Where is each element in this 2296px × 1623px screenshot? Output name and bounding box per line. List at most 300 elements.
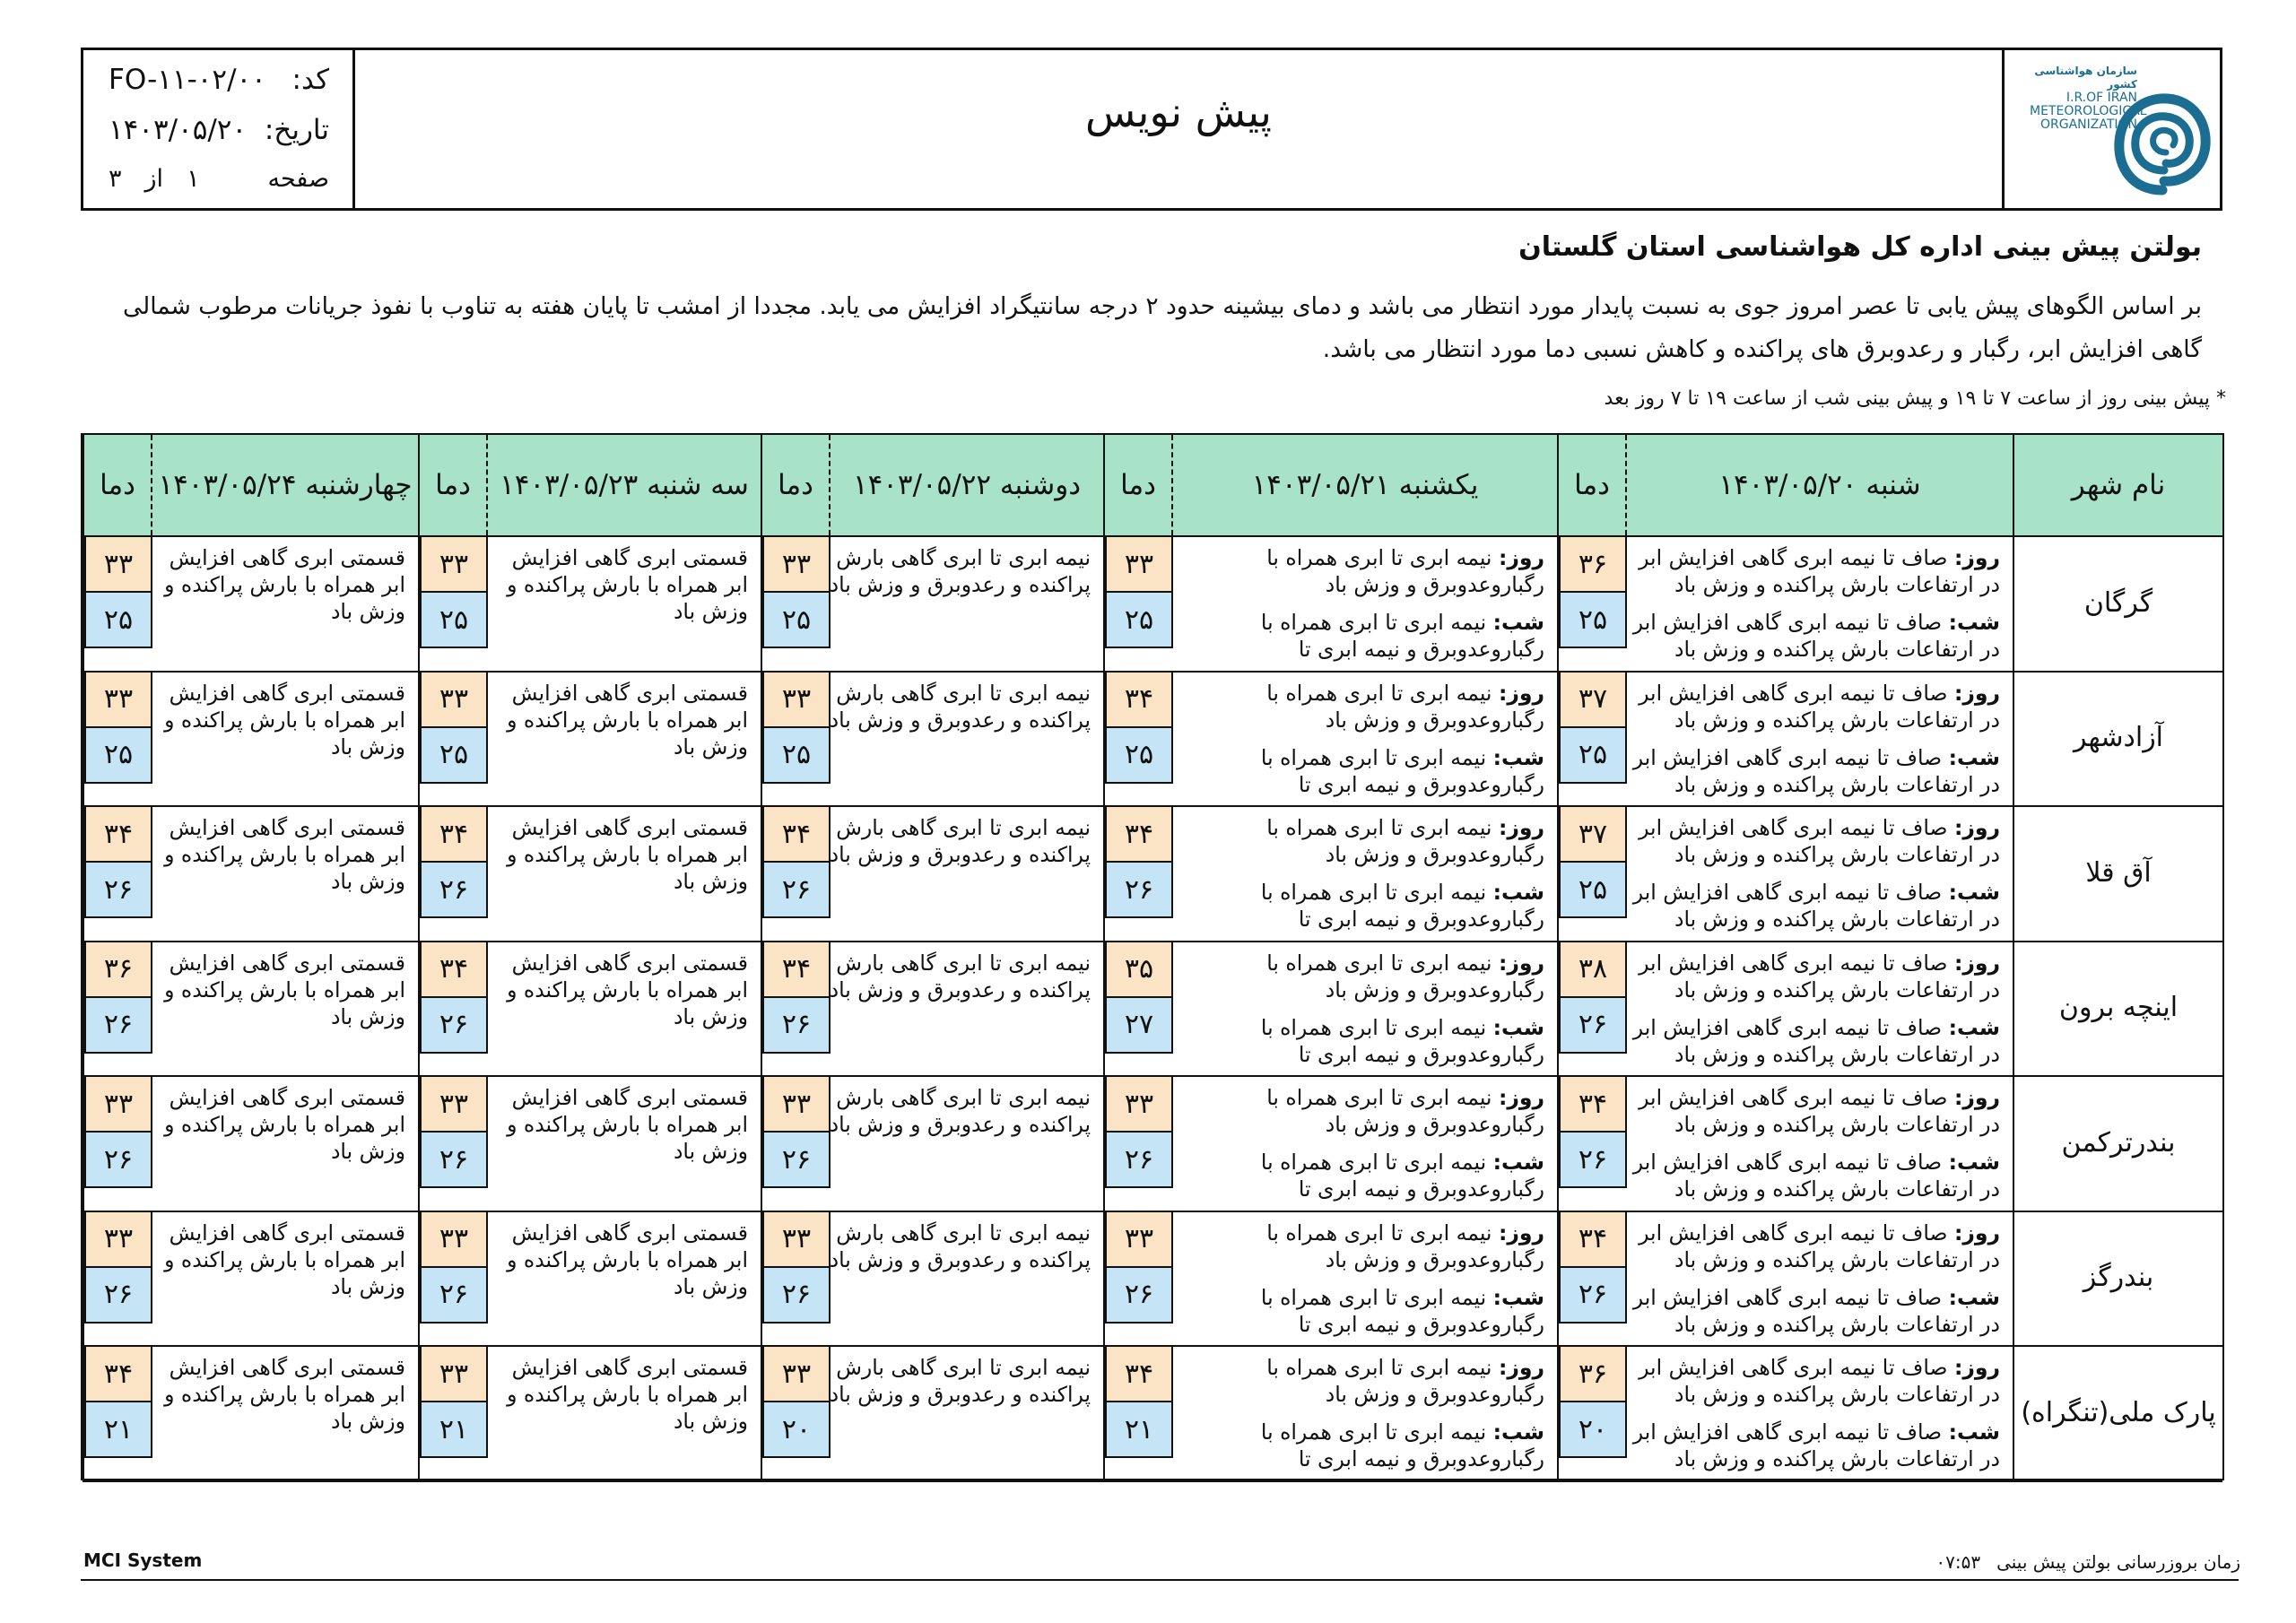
temp-min: ۲۱: [86, 1402, 151, 1456]
table-row: [83, 941, 2222, 1078]
forecast-text: قسمتی ابری گاهی افزایش ابر همراه با بارش پراکنده و وزش باد: [164, 1219, 405, 1299]
forecast-cell: [151, 1345, 418, 1480]
forecast-day-text: [1171, 544, 1544, 598]
header-temp-5: دما: [83, 435, 151, 535]
temp-cell: [761, 1075, 829, 1211]
temp-max: ۳۴: [86, 1347, 151, 1402]
day-label: روز:: [1498, 1355, 1544, 1380]
temp-max: ۳۳: [86, 537, 151, 593]
day-text: صاف تا نیمه ابری گاهی افزایش ابر در ارتفاعات بارش پراکنده و وزش باد: [1639, 950, 2000, 1002]
temp-cell: [418, 535, 486, 671]
temp-max: ۳۸: [1561, 942, 1625, 998]
city-name: آق قلا: [2013, 805, 2222, 941]
forecast-cell: [151, 941, 418, 1076]
temp-box: [84, 1075, 152, 1188]
temp-cell: [1557, 535, 1625, 671]
forecast-text: قسمتی ابری گاهی افزایش ابر همراه با بارش پراکنده و وزش باد: [164, 680, 405, 759]
city-name: اینچه برون: [2013, 941, 2222, 1076]
forecast-night-text: [1625, 609, 2000, 663]
temp-max: ۳۳: [1107, 1077, 1171, 1133]
forecast-cell: [151, 1075, 418, 1211]
forecast-cell: [1625, 1211, 2013, 1346]
night-label: شب:: [1492, 1150, 1544, 1175]
night-text: صاف تا نیمه ابری گاهی افزایش ابر در ارتفاعات بارش پراکنده و وزش باد: [1632, 1014, 2000, 1067]
temp-box: [1105, 1345, 1173, 1458]
logo-line-1: I.R.OF IRAN: [2066, 91, 2137, 105]
night-text: نیمه ابری تا ابری همراه با رگباروعدوبرق و نیمه ابری تا: [1260, 1284, 1544, 1337]
day-label: روز:: [1498, 950, 1544, 976]
forecast-day-text: [1171, 1219, 1544, 1273]
forecast-cell: [1625, 1345, 2013, 1480]
forecast-text: نیمه ابری تا ابری گاهی بارش پراکنده و رعدوبرق و وزش باد: [829, 950, 1091, 1002]
day-label: روز:: [1498, 680, 1544, 706]
temp-min: ۲۱: [1107, 1402, 1171, 1456]
day-text: نیمه ابری تا ابری همراه با رگباروعدوبرق و وزش باد: [1266, 950, 1544, 1002]
forecast-night-text: [1625, 1284, 2000, 1338]
logo: [2002, 50, 2220, 208]
temp-cell: [1557, 1075, 1625, 1211]
forecast-night-text: [1625, 1419, 2000, 1472]
temp-cell: [1103, 1345, 1171, 1480]
bulletin-title: بولتن پیش بینی اداره کل هواشناسی استان گلستان: [1518, 231, 2202, 263]
temp-max: ۳۳: [764, 673, 829, 728]
day-text: نیمه ابری تا ابری همراه با رگباروعدوبرق و وزش باد: [1266, 815, 1544, 867]
forecast-text: نیمه ابری تا ابری گاهی بارش پراکنده و رعدوبرق و وزش باد: [829, 815, 1091, 867]
forecast-cell: [1625, 1075, 2013, 1211]
table-header: [83, 435, 2222, 537]
temp-box: [1559, 805, 1627, 918]
night-text: صاف تا نیمه ابری گاهی افزایش ابر در ارتفاعات بارش پراکنده و وزش باد: [1632, 610, 2000, 662]
temp-box: [420, 535, 488, 648]
page-row: [109, 158, 329, 199]
temp-min: ۲۶: [1561, 998, 1625, 1052]
temp-cell: [83, 535, 151, 671]
temp-min: ۲۶: [86, 863, 151, 916]
forecast-text: قسمتی ابری گاهی افزایش ابر همراه با بارش پراکنده و وزش باد: [507, 1085, 748, 1164]
temp-box: [84, 671, 152, 784]
temp-box: [84, 1211, 152, 1324]
temp-max: ۳۳: [764, 1347, 829, 1402]
night-label: شب:: [1948, 1284, 2000, 1310]
forecast-night-text: [1171, 1149, 1544, 1202]
forecast-day-text: [1171, 1084, 1544, 1138]
temp-min: ۲۶: [422, 998, 486, 1052]
temp-min: ۲۵: [764, 593, 829, 647]
header-temp-1: دما: [1557, 435, 1625, 535]
forecast-cell: [829, 671, 1103, 806]
footer-divider: [81, 1579, 2239, 1581]
temp-min: ۲۶: [764, 998, 829, 1052]
forecast-night-text: [1171, 609, 1544, 663]
temp-cell: [761, 535, 829, 671]
temp-cell: [1557, 941, 1625, 1076]
temp-min: ۲۶: [1107, 863, 1171, 916]
temp-max: ۳۳: [422, 1347, 486, 1402]
temp-max: ۳۶: [86, 942, 151, 998]
forecast-day-text: [1625, 544, 2000, 598]
forecast-text: قسمتی ابری گاهی افزایش ابر همراه با بارش پراکنده و وزش باد: [507, 1355, 748, 1434]
temp-max: ۳۴: [1561, 1212, 1625, 1268]
temp-box: [420, 1211, 488, 1324]
forecast-text: قسمتی ابری گاهی افزایش ابر همراه با بارش پراکنده و وزش باد: [164, 950, 405, 1029]
temp-min: ۲۷: [1107, 998, 1171, 1052]
forecast-night-text: [1625, 1014, 2000, 1068]
temp-max: ۳۳: [764, 1077, 829, 1133]
temp-min: ۲۶: [422, 1268, 486, 1322]
night-text: نیمه ابری تا ابری همراه با رگباروعدوبرق و نیمه ابری تا: [1260, 610, 1544, 662]
day-label: روز:: [1953, 1355, 2000, 1380]
forecast-text: نیمه ابری تا ابری گاهی بارش پراکنده و رعدوبرق و وزش باد: [829, 1219, 1091, 1272]
forecast-cell: [829, 535, 1103, 671]
header-day-4: سه شنبه ۱۴۰۳/۰۵/۲۳: [486, 435, 761, 535]
temp-min: ۲۶: [1107, 1133, 1171, 1186]
header-day-1: شنبه ۱۴۰۳/۰۵/۲۰: [1625, 435, 2013, 535]
temp-max: ۳۳: [86, 673, 151, 728]
temp-box: [762, 1211, 831, 1324]
temp-cell: [1557, 1345, 1625, 1480]
temp-cell: [761, 1211, 829, 1346]
page-of-word: از: [144, 164, 164, 193]
forecast-text: قسمتی ابری گاهی افزایش ابر همراه با بارش پراکنده و وزش باد: [164, 1085, 405, 1164]
night-label: شب:: [1948, 1014, 2000, 1040]
day-label: روز:: [1953, 1219, 2000, 1245]
logo-spiral-icon: [2112, 86, 2213, 199]
temp-cell: [83, 1211, 151, 1346]
table-row: [83, 1211, 2222, 1348]
document-header: [81, 48, 2222, 211]
night-label: شب:: [1948, 880, 2000, 905]
forecast-night-text: [1625, 1149, 2000, 1202]
forecast-night-text: [1171, 1284, 1544, 1338]
forecast-cell: [1625, 941, 2013, 1076]
temp-min: ۲۵: [422, 728, 486, 782]
temp-min: ۲۶: [764, 863, 829, 916]
page-label: صفحه: [267, 164, 329, 193]
temp-cell: [83, 671, 151, 806]
temp-cell: [418, 1075, 486, 1211]
night-text: صاف تا نیمه ابری گاهی افزایش ابر در ارتفاعات بارش پراکنده و وزش باد: [1632, 880, 2000, 932]
day-text: نیمه ابری تا ابری همراه با رگباروعدوبرق و وزش باد: [1266, 1085, 1544, 1137]
temp-max: ۳۶: [1561, 1347, 1625, 1402]
page-indicator: [109, 165, 200, 193]
forecast-text: قسمتی ابری گاهی افزایش ابر همراه با بارش پراکنده و وزش باد: [507, 950, 748, 1029]
day-text: نیمه ابری تا ابری همراه با رگباروعدوبرق و وزش باد: [1266, 1219, 1544, 1272]
temp-cell: [1103, 535, 1171, 671]
table-row: [83, 805, 2222, 942]
header-temp-3: دما: [761, 435, 829, 535]
temp-max: ۳۴: [422, 807, 486, 863]
night-label: شب:: [1948, 744, 2000, 770]
day-text: صاف تا نیمه ابری گاهی افزایش ابر در ارتفاعات بارش پراکنده و وزش باد: [1639, 545, 2000, 597]
code-value: FO-۱۱-۰۲/۰۰: [109, 64, 266, 96]
temp-max: ۳۳: [86, 1077, 151, 1133]
temp-max: ۳۷: [1561, 807, 1625, 863]
temp-max: ۳۳: [86, 1212, 151, 1268]
day-text: صاف تا نیمه ابری گاهی افزایش ابر در ارتفاعات بارش پراکنده و وزش باد: [1639, 680, 2000, 733]
header-day-2: یکشنبه ۱۴۰۳/۰۵/۲۱: [1171, 435, 1557, 535]
night-text: نیمه ابری تا ابری همراه با رگباروعدوبرق و نیمه ابری تا: [1260, 744, 1544, 797]
table-row: [83, 671, 2222, 808]
temp-cell: [1103, 805, 1171, 941]
forecast-night-text: [1625, 879, 2000, 933]
temp-min: ۲۰: [764, 1402, 829, 1456]
forecast-cell: [486, 805, 761, 941]
temp-max: ۳۳: [764, 1212, 829, 1268]
night-text: نیمه ابری تا ابری همراه با رگباروعدوبرق و نیمه ابری تا: [1260, 1419, 1544, 1471]
day-label: روز:: [1953, 815, 2000, 840]
temp-box: [762, 805, 831, 918]
temp-max: ۳۳: [422, 673, 486, 728]
night-text: صاف تا نیمه ابری گاهی افزایش ابر در ارتفاعات بارش پراکنده و وزش باد: [1632, 1150, 2000, 1202]
table-row: [83, 1345, 2222, 1482]
date-value: ۱۴۰۳/۰۵/۲۰: [109, 114, 248, 146]
temp-box: [1559, 671, 1627, 784]
forecast-night-text: [1171, 879, 1544, 933]
temp-box: [1105, 535, 1173, 648]
day-label: روز:: [1498, 1085, 1544, 1110]
header-day-3: دوشنبه ۱۴۰۳/۰۵/۲۲: [829, 435, 1103, 535]
bulletin-body: بر اساس الگوهای پیش یابی تا عصر امروز جوی به نسبت پایدار مورد انتظار می باشد و دمای بیشینه حدود ۲ درجه سانتیگراد افزایش می یابد. مجددا از امشب تا پایان هفته به تناوب با نفوذ جریانات مرطوب شمالی گاهی افزایش ابر، رگبار و رعدوبرق های پراکنده و کاهش نسبی دما مورد انتظار می باشد.: [123, 292, 2202, 363]
temp-box: [420, 671, 488, 784]
forecast-night-text: [1171, 1014, 1544, 1068]
page-current: ۱: [187, 164, 200, 193]
temp-max: ۳۴: [1107, 673, 1171, 728]
temp-box: [1105, 805, 1173, 918]
temp-min: ۲۵: [1107, 593, 1171, 647]
forecast-cell: [1171, 941, 1557, 1076]
temp-cell: [418, 941, 486, 1076]
temp-max: ۳۷: [1561, 673, 1625, 728]
temp-min: ۲۵: [1107, 728, 1171, 782]
temp-box: [1105, 671, 1173, 784]
forecast-day-text: [1171, 680, 1544, 733]
forecast-cell: [486, 941, 761, 1076]
day-text: صاف تا نیمه ابری گاهی افزایش ابر در ارتفاعات بارش پراکنده و وزش باد: [1639, 1355, 2000, 1407]
temp-cell: [1103, 1075, 1171, 1211]
temp-cell: [1557, 1211, 1625, 1346]
night-text: نیمه ابری تا ابری همراه با رگباروعدوبرق و نیمه ابری تا: [1260, 1014, 1544, 1067]
night-text: نیمه ابری تا ابری همراه با رگباروعدوبرق و نیمه ابری تا: [1260, 880, 1544, 932]
night-label: شب:: [1492, 1014, 1544, 1040]
temp-max: ۳۵: [1107, 942, 1171, 998]
temp-min: ۲۵: [1561, 863, 1625, 916]
forecast-day-text: [1625, 1354, 2000, 1408]
day-label: روز:: [1498, 815, 1544, 840]
temp-min: ۲۶: [1561, 1133, 1625, 1186]
temp-cell: [761, 805, 829, 941]
temp-min: ۲۶: [86, 1268, 151, 1322]
night-label: شب:: [1948, 1419, 2000, 1445]
forecast-day-text: [1625, 1219, 2000, 1273]
temp-box: [84, 535, 152, 648]
temp-cell: [761, 671, 829, 806]
night-text: صاف تا نیمه ابری گاهی افزایش ابر در ارتفاعات بارش پراکنده و وزش باد: [1632, 744, 2000, 797]
header-day-5: چهارشنبه ۱۴۰۳/۰۵/۲۴: [151, 435, 418, 535]
temp-max: ۳۳: [764, 537, 829, 593]
day-label: روز:: [1953, 1085, 2000, 1110]
temp-max: ۳۴: [764, 807, 829, 863]
forecast-cell: [1171, 805, 1557, 941]
logo-fa-name: سازمان هواشناسی کشور: [2034, 65, 2137, 91]
forecast-day-text: [1171, 1354, 1544, 1408]
logo-line-3: ORGANIZATION: [2039, 117, 2137, 132]
temp-max: ۳۴: [1107, 1347, 1171, 1402]
temp-min: ۲۶: [1107, 1268, 1171, 1322]
temp-cell: [1557, 671, 1625, 806]
temp-max: ۳۳: [422, 537, 486, 593]
logo-line-2: METEOROLOGICAL: [2030, 104, 2147, 118]
date-row: [109, 109, 329, 151]
temp-cell: [761, 941, 829, 1076]
forecast-day-text: [1625, 950, 2000, 1003]
header-temp-4: دما: [418, 435, 486, 535]
date-label: تاریخ:: [264, 114, 329, 146]
forecast-cell: [486, 1211, 761, 1346]
night-label: شب:: [1948, 1150, 2000, 1175]
temp-box: [762, 1345, 831, 1458]
forecast-cell: [151, 805, 418, 941]
temp-box: [1559, 941, 1627, 1054]
forecast-cell: [486, 671, 761, 806]
temp-box: [1105, 941, 1173, 1054]
temp-cell: [83, 1345, 151, 1480]
temp-box: [420, 1345, 488, 1458]
forecast-night-text: [1171, 744, 1544, 798]
temp-min: ۲۵: [1561, 728, 1625, 782]
temp-box: [84, 941, 152, 1054]
header-city: نام شهر: [2013, 435, 2222, 535]
city-name: پارک ملی(تنگراه): [2013, 1345, 2222, 1480]
table-row: [83, 535, 2222, 673]
footer-system: MCI System: [83, 1549, 203, 1571]
temp-box: [762, 671, 831, 784]
forecast-text: نیمه ابری تا ابری گاهی بارش پراکنده و رعدوبرق و وزش باد: [829, 545, 1091, 597]
temp-box: [1105, 1211, 1173, 1324]
night-text: نیمه ابری تا ابری همراه با رگباروعدوبرق و نیمه ابری تا: [1260, 1150, 1544, 1202]
city-name: آزادشهر: [2013, 671, 2222, 806]
temp-cell: [1557, 805, 1625, 941]
temp-min: ۲۶: [422, 863, 486, 916]
page-title: پیش نویس: [1085, 88, 1272, 136]
forecast-cell: [1171, 671, 1557, 806]
day-label: روز:: [1498, 1219, 1544, 1245]
forecast-night-text: [1625, 744, 2000, 798]
temp-box: [1559, 1211, 1627, 1324]
temp-box: [1105, 1075, 1173, 1188]
temp-box: [84, 1345, 152, 1458]
temp-box: [762, 1075, 831, 1188]
night-label: شب:: [1492, 1284, 1544, 1310]
night-text: صاف تا نیمه ابری گاهی افزایش ابر در ارتفاعات بارش پراکنده و وزش باد: [1632, 1284, 2000, 1337]
forecast-day-text: [1625, 814, 2000, 868]
forecast-cell: [486, 1075, 761, 1211]
day-label: روز:: [1953, 680, 2000, 706]
temp-box: [420, 805, 488, 918]
temp-box: [84, 805, 152, 918]
forecast-text: قسمتی ابری گاهی افزایش ابر همراه با بارش پراکنده و وزش باد: [507, 545, 748, 624]
forecast-cell: [151, 1211, 418, 1346]
forecast-day-text: [1171, 950, 1544, 1003]
code-row: [109, 59, 329, 100]
forecast-cell: [151, 671, 418, 806]
forecast-text: قسمتی ابری گاهی افزایش ابر همراه با بارش پراکنده و وزش باد: [164, 545, 405, 624]
forecast-cell: [829, 941, 1103, 1076]
day-label: روز:: [1498, 545, 1544, 570]
temp-max: ۳۴: [422, 942, 486, 998]
footer-update-time: [1935, 1551, 2240, 1573]
temp-min: ۲۶: [764, 1133, 829, 1186]
temp-box: [1559, 1345, 1627, 1458]
temp-min: ۲۵: [86, 728, 151, 782]
forecast-cell: [1171, 1211, 1557, 1346]
temp-max: ۳۳: [1107, 537, 1171, 593]
footer-update-label: زمان بروزرسانی بولتن پیش بینی: [1996, 1551, 2240, 1573]
day-label: روز:: [1953, 545, 2000, 570]
forecast-cell: [829, 1211, 1103, 1346]
day-text: صاف تا نیمه ابری گاهی افزایش ابر در ارتفاعات بارش پراکنده و وزش باد: [1639, 1219, 2000, 1272]
temp-max: ۳۴: [86, 807, 151, 863]
city-name: بندرترکمن: [2013, 1075, 2222, 1211]
temp-cell: [1103, 941, 1171, 1076]
forecast-day-text: [1171, 814, 1544, 868]
forecast-cell: [486, 535, 761, 671]
temp-cell: [761, 1345, 829, 1480]
forecast-cell: [151, 535, 418, 671]
day-text: صاف تا نیمه ابری گاهی افزایش ابر در ارتفاعات بارش پراکنده و وزش باد: [1639, 815, 2000, 867]
temp-max: ۳۴: [1107, 807, 1171, 863]
forecast-text: نیمه ابری تا ابری گاهی بارش پراکنده و رعدوبرق و وزش باد: [829, 1085, 1091, 1137]
day-text: نیمه ابری تا ابری همراه با رگباروعدوبرق و وزش باد: [1266, 1355, 1544, 1407]
temp-min: ۲۵: [764, 728, 829, 782]
temp-min: ۲۶: [422, 1133, 486, 1186]
forecast-cell: [1625, 805, 2013, 941]
temp-max: ۳۳: [1107, 1212, 1171, 1268]
forecast-text: قسمتی ابری گاهی افزایش ابر همراه با بارش پراکنده و وزش باد: [507, 680, 748, 759]
document-meta: [83, 50, 355, 208]
forecast-text: قسمتی ابری گاهی افزایش ابر همراه با بارش پراکنده و وزش باد: [507, 815, 748, 894]
forecast-cell: [1625, 671, 2013, 806]
temp-box: [762, 535, 831, 648]
night-label: شب:: [1948, 610, 2000, 635]
temp-max: ۳۴: [764, 942, 829, 998]
forecast-cell: [1171, 535, 1557, 671]
forecast-text: نیمه ابری تا ابری گاهی بارش پراکنده و رعدوبرق و وزش باد: [829, 680, 1091, 733]
temp-cell: [1103, 671, 1171, 806]
temp-max: ۳۳: [422, 1212, 486, 1268]
temp-box: [762, 941, 831, 1054]
temp-min: ۲۰: [1561, 1402, 1625, 1456]
page-total: ۳: [109, 164, 122, 193]
forecast-text: قسمتی ابری گاهی افزایش ابر همراه با بارش پراکنده و وزش باد: [164, 815, 405, 894]
forecast-text: نیمه ابری تا ابری گاهی بارش پراکنده و رعدوبرق و وزش باد: [829, 1355, 1091, 1407]
temp-cell: [418, 805, 486, 941]
temp-min: ۲۶: [86, 998, 151, 1052]
temp-cell: [418, 671, 486, 806]
temp-min: ۲۶: [764, 1268, 829, 1322]
header-temp-2: دما: [1103, 435, 1171, 535]
night-label: شب:: [1492, 880, 1544, 905]
temp-cell: [418, 1211, 486, 1346]
forecast-cell: [486, 1345, 761, 1480]
forecast-text: قسمتی ابری گاهی افزایش ابر همراه با بارش پراکنده و وزش باد: [507, 1219, 748, 1299]
city-name: بندرگز: [2013, 1211, 2222, 1346]
forecast-night-text: [1171, 1419, 1544, 1472]
night-label: شب:: [1492, 744, 1544, 770]
temp-cell: [83, 1075, 151, 1211]
temp-cell: [1103, 1211, 1171, 1346]
forecast-cell: [1171, 1075, 1557, 1211]
night-label: شب:: [1492, 1419, 1544, 1445]
